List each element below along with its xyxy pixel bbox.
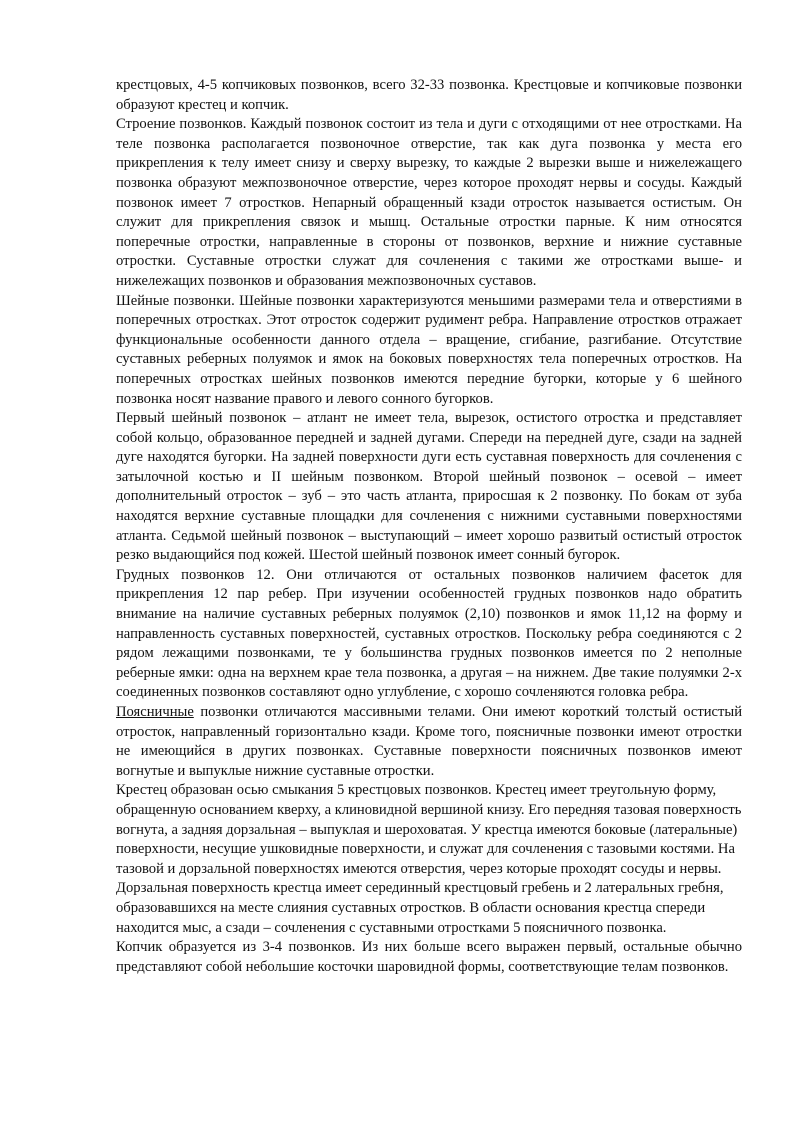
document-page [116,76,742,977]
lumbar-heading-word: Поясничные [116,704,194,720]
paragraph-atlas-axis: Первый шейный позвонок – атлант не имеет тела, вырезок, остистого отростка и представляет собой кольцо, образованное передней и задней дугами. Спереди на передней дуге, сзади на задней дуге находятся бугорки. На задней поверхности дуги есть суставная поверхность для сочленения с затылочной костью и II шейным позвонком. Второй шейный позвонок – осевой – имеет дополнительный отросток – зуб – это часть атланта, приросшая к 2 позвонку. По бокам от зуба находятся верхние суставные площадки для сочленения с нижними суставными поверхностями атланта. Седьмой шейный позвонок – выступающий – имеет хорошо развитый остистый отросток резко выдающийся под кожей. Шестой шейный позвонок имеет сонный бугорок. [116,410,742,564]
paragraph-thoracic-vertebrae: Грудных позвонков 12. Они отличаются от остальных позвонков наличием фасеток для прикрепления 12 пар ребер. При изучении особенностей грудных позвонков надо обратить внимание на наличие суставных реберных полуямок (2,10) позвонков и ямок 11,12 на форму и направленность суставных поверхностей, суставных отростков. Поскольку ребра соединяются с 2 рядом лежащими позвонками, те у большинства грудных позвонков имеется по 2 неполные реберные ямки: одна на верхнем крае тела позвонка, а другая – на нижнем. Две такие полуямки 2-х соединенных позвонков составляют одно углубление, с хорошо сочленяются головка ребра. [116,566,742,701]
lumbar-body-text: позвонки отличаются массивными телами. Они имеют короткий толстый остистый отросток, направленный горизонтально кзади. Кроме того, поясничные позвонки имеют отростки не имеющийся в других позвонках. Суставные поверхности поясничных позвонков имеют вогнутые и выпуклые нижние суставные отростки. [116,704,742,779]
paragraph-vertebra-structure: Строение позвонков. Каждый позвонок состоит из тела и дуги с отходящими от нее отростками. На теле позвонка располагается позвоночное отверстие, так как дуга позвонка у места его прикрепления к телу имеет снизу и сверху вырезку, то каждые 2 вырезки выше и нижележащего позвонка образуют межпозвоночное отверстие, через которое проходят нервы и сосуды. Каждый позвонок имеет 7 отростков. Непарный обращенный кзади отросток называется остистым. Он служит для прикрепления связок и мышц. Остальные отростки парные. К ним относятся поперечные отростки, направленные в стороны от позвонков, верхние и нижние суставные отростки. Суставные отростки служат для сочленения с такими же отростками выше- и нижележащих позвонков и образования межпозвоночных суставов. [116,116,742,289]
paragraph-sacrum: Крестец образован осью смыкания 5 крестцовых позвонков. Крестец имеет треугольную форму, обращенную основанием кверху, а клиновидной вершиной книзу. Его передняя тазовая поверхность вогнута, а задняя дорзальная – выпуклая и шероховатая. У крестца имеются боковые (латеральные) поверхности, несущие ушковидные поверхности, и служат для сочленения с тазовыми костями. На тазовой и дорзальной поверхностях имеются отверстия, через которые проходят сосуды и нервы. Дорзальная поверхность крестца имеет серединный крестцовый гребень и 2 латеральных гребня, образовавшихся на месте слияния суставных отростков. В области основания крестца спереди находится мыс, а сзади – сочленения с суставными отростками 5 поясничного позвонка. [116,782,742,936]
paragraph-intro: крестцовых, 4-5 копчиковых позвонков, всего 32-33 позвонка. Крестцовые и копчиковые позвонки образуют крестец и копчик. [116,77,742,113]
paragraph-lumbar-vertebrae [116,703,742,781]
paragraph-coccyx: Копчик образуется из 3-4 позвонков. Из них больше всего выражен первый, остальные обычно представляют собой небольшие косточки шаровидной формы, соответствующие телам позвонков. [116,939,742,975]
paragraph-cervical-vertebrae: Шейные позвонки. Шейные позвонки характеризуются меньшими размерами тела и отверстиями в поперечных отростках. Этот отросток содержит рудимент ребра. Направление отростков отражает функциональные особенности данного отдела – вращение, сгибание, разгибание. Отсутствие суставных реберных полуямок и ямок на боковых поверхностях тела поперечных отростков. На поперечных отростках шейных позвонков имеются передние бугорки, которые у 6 шейного позвонка носят название правого и левого сонного бугорков. [116,292,742,407]
